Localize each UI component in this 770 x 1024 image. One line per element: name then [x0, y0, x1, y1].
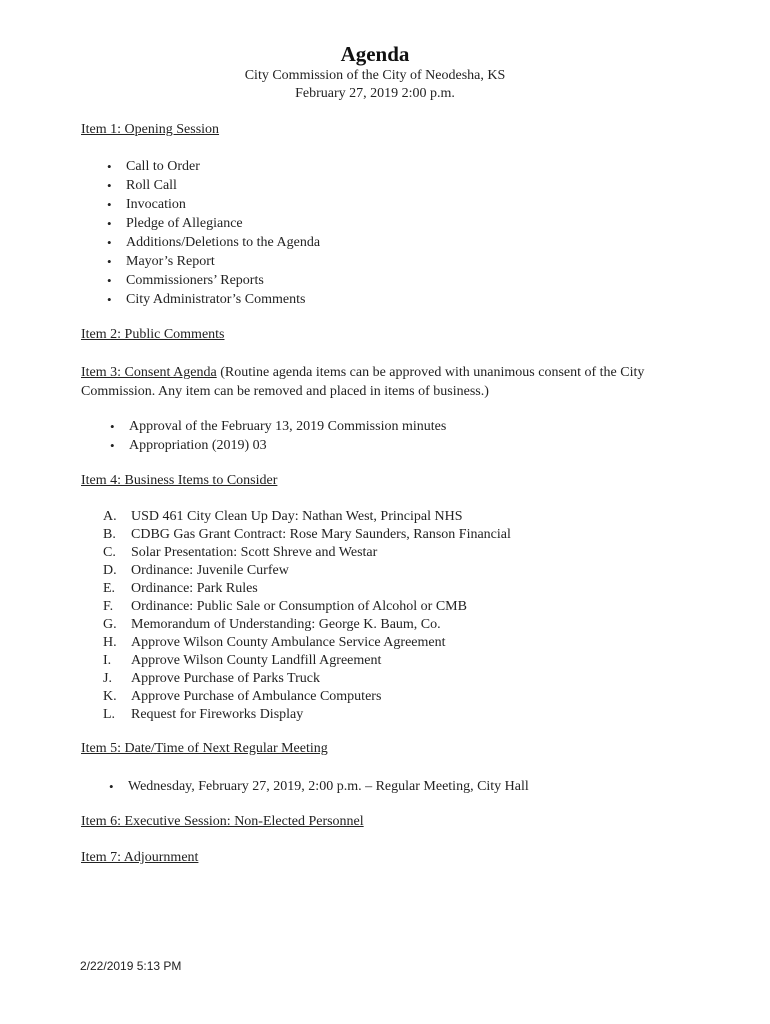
list-marker: C.	[103, 545, 116, 560]
item1-heading-text: Item 1: Opening Session	[81, 122, 220, 137]
list-item-text: Call to Order	[126, 159, 200, 174]
list-marker: J.	[103, 671, 112, 686]
list-marker: G.	[103, 617, 117, 632]
bullet-icon: •	[107, 216, 112, 231]
item4-heading	[81, 473, 277, 489]
list-item	[107, 214, 320, 233]
list-item	[103, 616, 511, 634]
list-item-text: Additions/Deletions to the Agenda	[126, 235, 321, 250]
list-item-text: Pledge of Allegiance	[126, 216, 243, 231]
list-item-text: Appropriation (2019) 03	[129, 438, 267, 453]
item6-heading-text: Item 6: Executive Session: Non-Elected Personnel	[81, 814, 364, 829]
list-item-text: Memorandum of Understanding: George K. Baum, Co.	[131, 617, 441, 632]
list-item-text: Request for Fireworks Display	[131, 707, 304, 722]
item1-bullet-list	[107, 157, 321, 309]
list-item	[109, 777, 529, 796]
list-item	[103, 634, 511, 652]
list-item	[103, 652, 511, 670]
list-item	[107, 195, 320, 214]
item5-heading-text: Item 5: Date/Time of Next Regular Meeting	[81, 741, 328, 756]
item5-heading	[81, 741, 328, 757]
list-item	[107, 233, 321, 252]
list-item-text: Approve Wilson County Ambulance Service Agreement	[131, 635, 446, 650]
bullet-icon: •	[110, 419, 115, 434]
item7-heading-text: Item 7: Adjournment	[81, 850, 199, 865]
item3-paragraph	[81, 363, 681, 401]
list-item	[110, 436, 446, 455]
list-item	[103, 562, 511, 580]
list-marker: K.	[103, 689, 117, 704]
list-item-text: Mayor’s Report	[126, 254, 215, 269]
list-item-text: Approval of the February 13, 2019 Commission minutes	[129, 419, 447, 434]
list-item-text: Ordinance: Park Rules	[131, 581, 258, 596]
list-marker: B.	[103, 527, 116, 542]
list-item	[107, 157, 320, 176]
list-marker: E.	[103, 581, 116, 596]
list-item	[103, 706, 511, 724]
item5-bullet-list	[109, 777, 529, 796]
list-item	[103, 598, 511, 616]
list-item-text: Solar Presentation: Scott Shreve and Westar	[131, 545, 378, 560]
bullet-icon: •	[107, 273, 112, 288]
list-marker: H.	[103, 635, 117, 650]
list-marker: F.	[103, 599, 114, 614]
bullet-icon: •	[107, 178, 112, 193]
item3-description: (Routine agenda items can be approved with unanimous consent of the City Commission. Any item can be removed and placed in items of business.)	[81, 365, 645, 399]
list-item-text: Approve Purchase of Parks Truck	[131, 671, 320, 686]
list-item-text: Commissioners’ Reports	[126, 273, 264, 288]
list-item-text: Approve Wilson County Landfill Agreement	[131, 653, 382, 668]
item1-heading	[81, 122, 219, 138]
list-item-text: Ordinance: Juvenile Curfew	[131, 563, 289, 578]
list-item-text: USD 461 City Clean Up Day: Nathan West, Principal NHS	[131, 509, 463, 524]
list-item-text: Approve Purchase of Ambulance Computers	[131, 689, 382, 704]
item2-heading-text: Item 2: Public Comments	[81, 327, 225, 342]
list-item	[107, 290, 320, 309]
list-marker: L.	[103, 707, 116, 722]
item3-heading-text: Item 3: Consent Agenda	[81, 365, 217, 380]
list-item-text: Invocation	[126, 197, 186, 212]
list-item-text: City Administrator’s Comments	[126, 292, 306, 307]
list-item-text: Wednesday, February 27, 2019, 2:00 p.m. – Regular Meeting, City Hall	[128, 779, 529, 794]
list-item	[103, 670, 511, 688]
list-item	[103, 544, 511, 562]
bullet-icon: •	[107, 292, 112, 307]
bullet-icon: •	[107, 235, 112, 250]
item3-bullet-list	[110, 417, 447, 455]
print-timestamp: 2/22/2019 5:13 PM	[80, 959, 182, 973]
list-item	[107, 176, 320, 195]
list-marker: I.	[103, 653, 112, 668]
subtitle-date: February 27, 2019 2:00 p.m.	[295, 86, 455, 101]
list-item-text: Ordinance: Public Sale or Consumption of Alcohol or CMB	[131, 599, 467, 614]
bullet-icon: •	[107, 254, 112, 269]
list-item	[103, 508, 511, 526]
item7-heading	[81, 850, 198, 866]
subtitle-organization: City Commission of the City of Neodesha, KS	[244, 68, 506, 83]
bullet-icon: •	[109, 779, 114, 794]
bullet-icon: •	[110, 438, 115, 453]
list-item	[103, 526, 511, 544]
list-item	[103, 688, 511, 706]
bullet-icon: •	[107, 197, 112, 212]
list-item	[107, 271, 320, 290]
bullet-icon: •	[107, 159, 112, 174]
item4-business-list	[103, 508, 511, 724]
page-title: Agenda	[340, 42, 410, 66]
list-marker: D.	[103, 563, 117, 578]
list-item	[110, 417, 447, 436]
list-item-text: CDBG Gas Grant Contract: Rose Mary Saunders, Ranson Financial	[131, 527, 511, 542]
list-marker: A.	[103, 509, 117, 524]
item2-heading	[81, 327, 225, 343]
list-item	[103, 580, 511, 598]
list-item-text: Roll Call	[126, 178, 177, 193]
item6-heading	[81, 814, 364, 830]
list-item	[107, 252, 320, 271]
item4-heading-text: Item 4: Business Items to Consider	[81, 473, 278, 488]
